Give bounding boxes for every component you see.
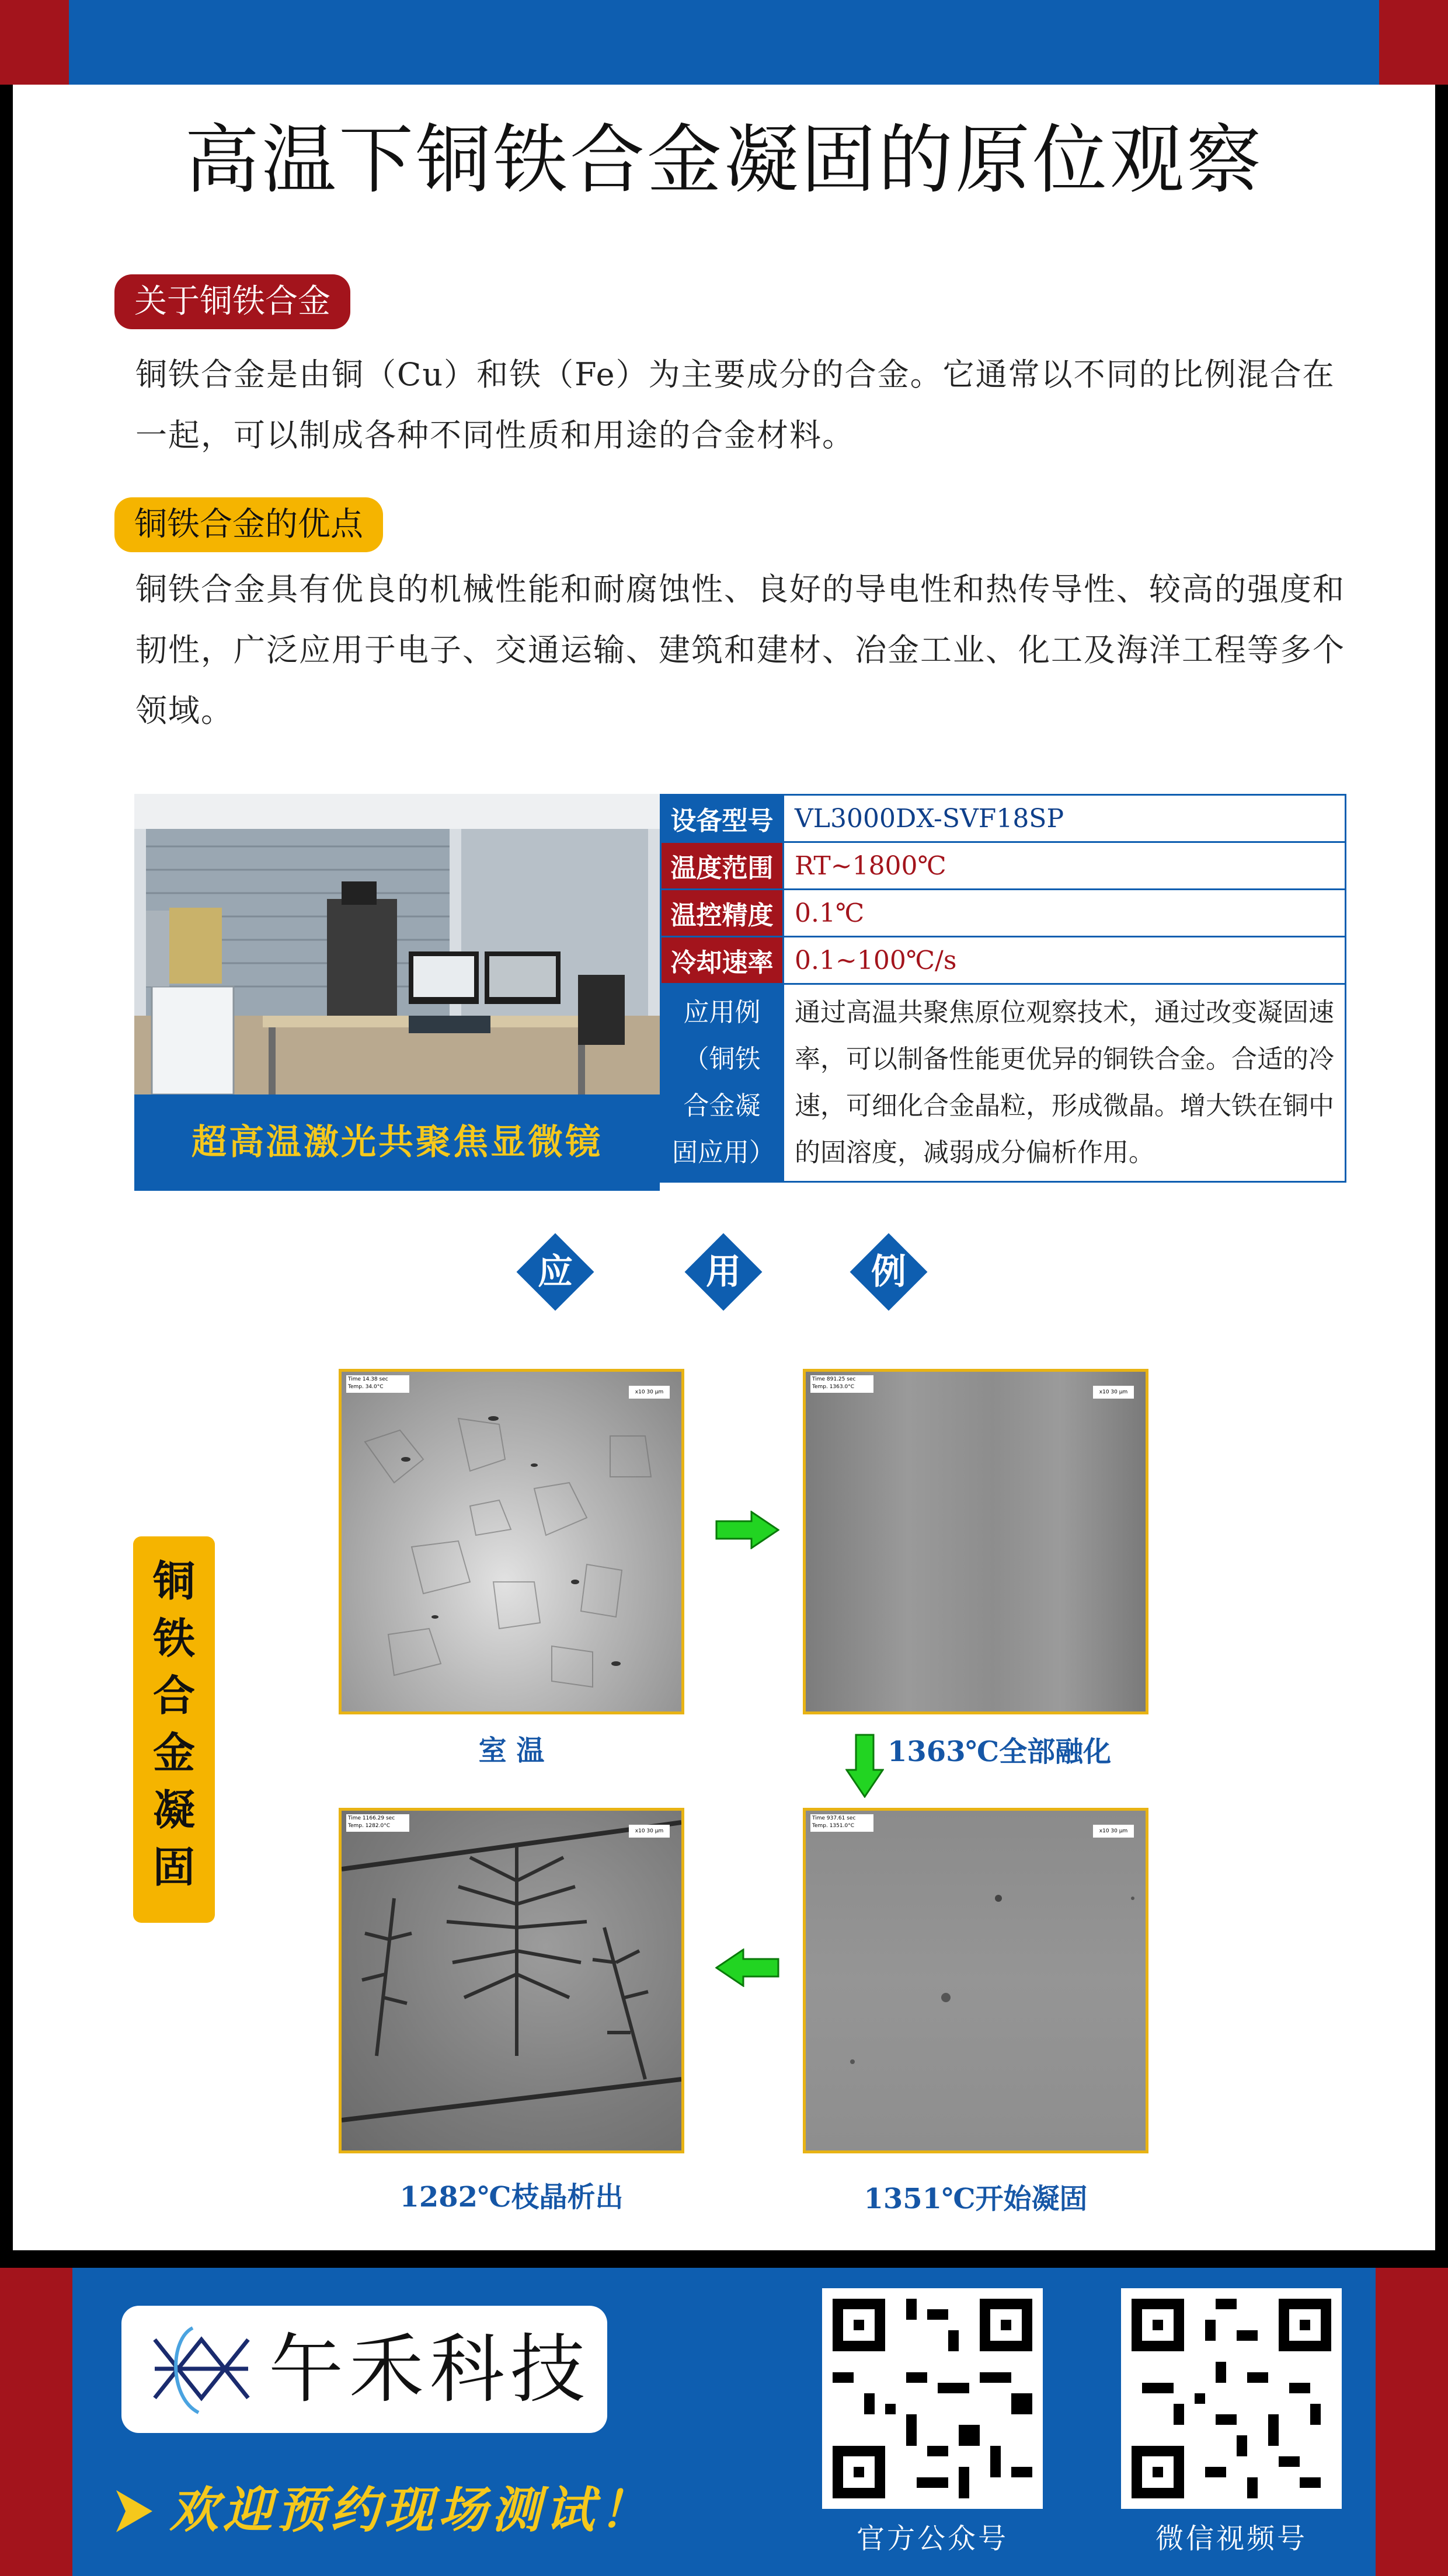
micrograph-fully-melted (803, 1369, 1148, 1714)
qr-label-video-channel: 微信视频号 (1155, 2522, 1307, 2555)
micrograph-caption: 1282℃枝晶析出 (399, 2181, 624, 2214)
temp-readout: Temp. 1351.0°C (812, 1823, 854, 1829)
lab-scene-illustration (134, 794, 660, 1094)
grain-texture (342, 1372, 681, 1711)
spec-label: 温控精度 (661, 890, 784, 937)
scale-bar: x10 30 μm (1093, 1825, 1134, 1838)
micrograph-info (810, 1375, 873, 1393)
spec-label: 设备型号 (661, 795, 784, 842)
footer-red-block-right (1376, 2268, 1448, 2576)
nucleus-texture (806, 1811, 1146, 2150)
top-bar (0, 0, 1448, 85)
temp-readout: Temp. 1282.0°C (348, 1823, 390, 1829)
example-heading-char: 应 (538, 1252, 573, 1292)
spec-label: 温度范围 (661, 842, 784, 890)
micrograph-info (346, 1814, 409, 1832)
micrograph-caption: 1351℃开始凝固 (864, 2183, 1088, 2215)
micrograph-caption: 1363℃全部融化 (887, 1735, 1112, 1768)
spec-row-temp-accuracy (661, 890, 1346, 937)
footer-red-block-left (0, 2268, 72, 2576)
micrograph-caption: 室 温 (478, 1734, 545, 1767)
micrograph-room-temperature (339, 1369, 684, 1714)
scale-bar: x10 30 μm (629, 1386, 670, 1399)
temp-readout: Temp. 34.0°C (348, 1384, 384, 1390)
arrow-left-icon (715, 1948, 779, 1987)
micrograph-info (810, 1814, 873, 1832)
time-readout: Time 14.38 sec (348, 1376, 388, 1382)
micrograph-dendrite-precipitation (339, 1808, 684, 2153)
spec-table (660, 794, 1346, 1183)
about-paragraph: 铜铁合金是由铜（Cu）和铁（Fe）为主要成分的合金。它通常以不同的比例混合在一起，可以制成各种不同性质和用途的合金材料。 (135, 356, 1335, 454)
play-arrow-icon (114, 2488, 155, 2535)
section-tag-advantages: 铜铁合金的优点 (114, 497, 383, 552)
spec-row-temp-range (661, 842, 1346, 890)
qr-label-official-account: 官方公众号 (856, 2522, 1008, 2555)
scale-bar: x10 30 μm (1093, 1386, 1134, 1399)
application-text: 通过高温共聚焦原位观察技术，通过改变凝固速率，可以制备性能更优异的铜铁合金。合适的冷速，可细化合金晶粒，形成微晶。增大铁在铜中的固溶度，减弱成分偏析作用。 (784, 984, 1346, 1182)
spec-row-application (661, 984, 1346, 1182)
micrograph-info (346, 1375, 409, 1393)
arrow-right-icon (715, 1511, 779, 1549)
qr-code-official-account[interactable] (822, 2288, 1043, 2509)
arrow-down-icon (845, 1734, 884, 1798)
spec-value: VL3000DX-SVF18SP (784, 795, 1346, 842)
top-red-block-right (1379, 0, 1448, 85)
scale-bar: x10 30 μm (629, 1825, 670, 1838)
example-heading-char: 用 (706, 1252, 741, 1292)
advantages-paragraph: 铜铁合金具有优良的机械性能和耐腐蚀性、良好的导电性和热传导性、较高的强度和韧性，广泛应用于电子、交通运输、建筑和建材、冶金工业、化工及海洋工程等多个领域。 (135, 571, 1345, 729)
vertical-label-content: 铜铁合金凝固 (152, 1557, 195, 1892)
spec-row-cooling-rate (661, 937, 1346, 984)
time-readout: Time 937.61 sec (812, 1815, 856, 1821)
qr-code-icon (822, 2288, 1043, 2509)
spec-label: 冷却速率 (661, 937, 784, 984)
page-title: 高温下铜铁合金凝固的原位观察 (184, 117, 1263, 204)
temp-readout: Temp. 1363.0°C (812, 1384, 854, 1390)
time-readout: Time 891.25 sec (812, 1376, 856, 1382)
application-label: 应用例（铜铁合金凝固应用） (661, 984, 784, 1182)
spec-row-model (661, 795, 1346, 842)
dendrite-texture (342, 1811, 681, 2150)
section-tag-about: 关于铜铁合金 (114, 274, 350, 329)
spec-value: 0.1℃ (784, 890, 1346, 937)
top-red-block-left (0, 0, 69, 85)
microscope-photo (134, 794, 660, 1094)
micrograph-solidification-start (803, 1808, 1148, 2153)
qr-code-video-channel[interactable] (1121, 2288, 1342, 2509)
time-readout: Time 1166.29 sec (348, 1815, 395, 1821)
qr-code-icon (1121, 2288, 1342, 2509)
call-to-action: 欢迎预约现场测试！ (169, 2481, 653, 2539)
example-heading-char: 例 (871, 1252, 906, 1292)
spec-value: RT~1800℃ (784, 842, 1346, 890)
company-name: 午禾科技 (269, 2326, 591, 2413)
company-logo-icon (146, 2316, 257, 2421)
vertical-label-text (133, 1553, 215, 1896)
spec-value: 0.1~100℃/s (784, 937, 1346, 984)
microscope-caption: 超高温激光共聚焦显微镜 (134, 1094, 660, 1191)
